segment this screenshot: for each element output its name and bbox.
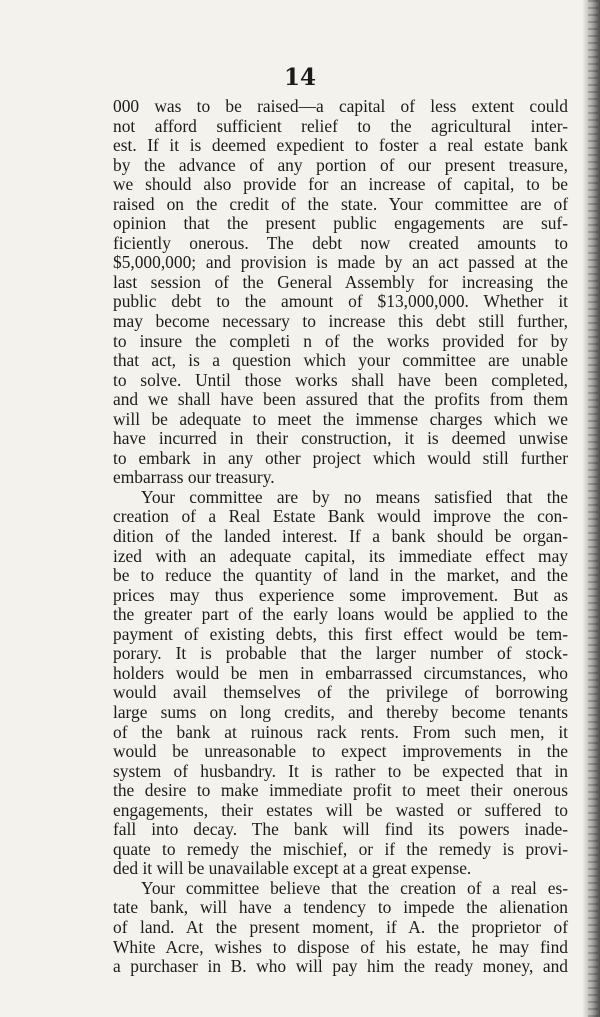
page-number: 14 xyxy=(283,64,316,91)
paragraph-1 xyxy=(113,97,568,488)
text-line: would be unreasonable to expect improvements in the xyxy=(113,741,568,762)
text-line: the greater part of the early loans would be applied to the xyxy=(113,604,568,625)
text-line: to embark in any other project which would still further xyxy=(113,447,568,468)
text-line: raised on the credit of the state. Your committee are of xyxy=(113,193,568,214)
text-line: by the advance of any portion of our present treasure, xyxy=(113,154,568,175)
text-line: a purchaser in B. who will pay him the ready money, and xyxy=(113,956,568,977)
text-line: Your committee believe that the creation of a real es- xyxy=(141,877,568,898)
text-line: opinion that the present public engagements are suf- xyxy=(113,213,568,234)
text-line: may become necessary to increase this debt still further, xyxy=(113,311,568,332)
text-line: system of husbandry. It is rather to be expected that in xyxy=(113,760,568,781)
text-line: and we shall have been assured that the profits from them xyxy=(113,389,568,410)
text-line: public debt to the amount of $13,000,000. Whether it xyxy=(113,291,568,312)
text-line: tate bank, will have a tendency to impede the alienation xyxy=(113,897,568,918)
text-line: Your committee are by no means satisfied that the xyxy=(141,486,568,507)
text-line: of the bank at ruinous rack rents. From such men, it xyxy=(113,721,568,742)
body-text xyxy=(113,97,568,977)
text-line: be to reduce the quantity of land in the market, and the xyxy=(113,565,568,586)
text-line: porary. It is probable that the larger number of stock- xyxy=(113,643,568,664)
text-line: we should also provide for an increase of capital, to be xyxy=(113,174,568,195)
text-line: to insure the completi n of the works provided for by xyxy=(113,330,568,351)
text-line: prices may thus experience some improvement. But as xyxy=(113,584,568,605)
text-line: that act, is a question which your committee are unable xyxy=(113,350,568,371)
text-line: $5,000,000; and provision is made by an act passed at the xyxy=(113,252,568,273)
text-line: would avail themselves of the privilege of borrowing xyxy=(113,682,568,703)
text-line: holders would be men in embarrassed circumstances, who xyxy=(113,662,568,683)
text-line: quate to remedy the mischief, or if the remedy is provi- xyxy=(113,838,568,859)
text-line: ized with an adequate capital, its immediate effect may xyxy=(113,545,568,566)
text-line: engagements, their estates will be wasted or suffered to xyxy=(113,799,568,820)
text-line: payment of existing debts, this first effect would be tem- xyxy=(113,623,568,644)
text-line: will be adequate to meet the immense charges which we xyxy=(113,408,568,429)
paragraph-2 xyxy=(113,488,568,879)
text-line: creation of a Real Estate Bank would improve the con- xyxy=(113,506,568,527)
text-line: to solve. Until those works shall have been completed, xyxy=(113,369,568,390)
text-line: have incurred in their construction, it is deemed unwise xyxy=(113,428,568,449)
text-line: the desire to make immediate profit to meet their onerous xyxy=(113,780,568,801)
text-line: White Acre, wishes to dispose of his estate, he may find xyxy=(113,936,568,957)
text-line: ded it will be unavailable except at a great expense. xyxy=(113,858,472,879)
text-line: dition of the landed interest. If a bank should be organ- xyxy=(113,526,568,547)
text-line: embarrass our treasury. xyxy=(113,467,275,488)
text-line: not afford sufficient relief to the agricultural inter- xyxy=(113,115,568,136)
page-edge-texture xyxy=(588,0,598,1017)
text-line: fall into decay. The bank will find its powers inade- xyxy=(113,819,568,840)
text-line: est. If it is deemed expedient to foster a real estate bank xyxy=(113,135,568,156)
text-line: of land. At the present moment, if A. the proprietor of xyxy=(113,916,568,937)
paragraph-3 xyxy=(113,879,568,977)
text-line: large sums on long credits, and thereby become tenants xyxy=(113,701,568,722)
text-line: last session of the General Assembly for increasing the xyxy=(113,271,568,292)
text-line: 000 was to be raised—a capital of less extent could xyxy=(113,96,568,116)
text-line: ficiently onerous. The debt now created amounts to xyxy=(113,232,568,253)
